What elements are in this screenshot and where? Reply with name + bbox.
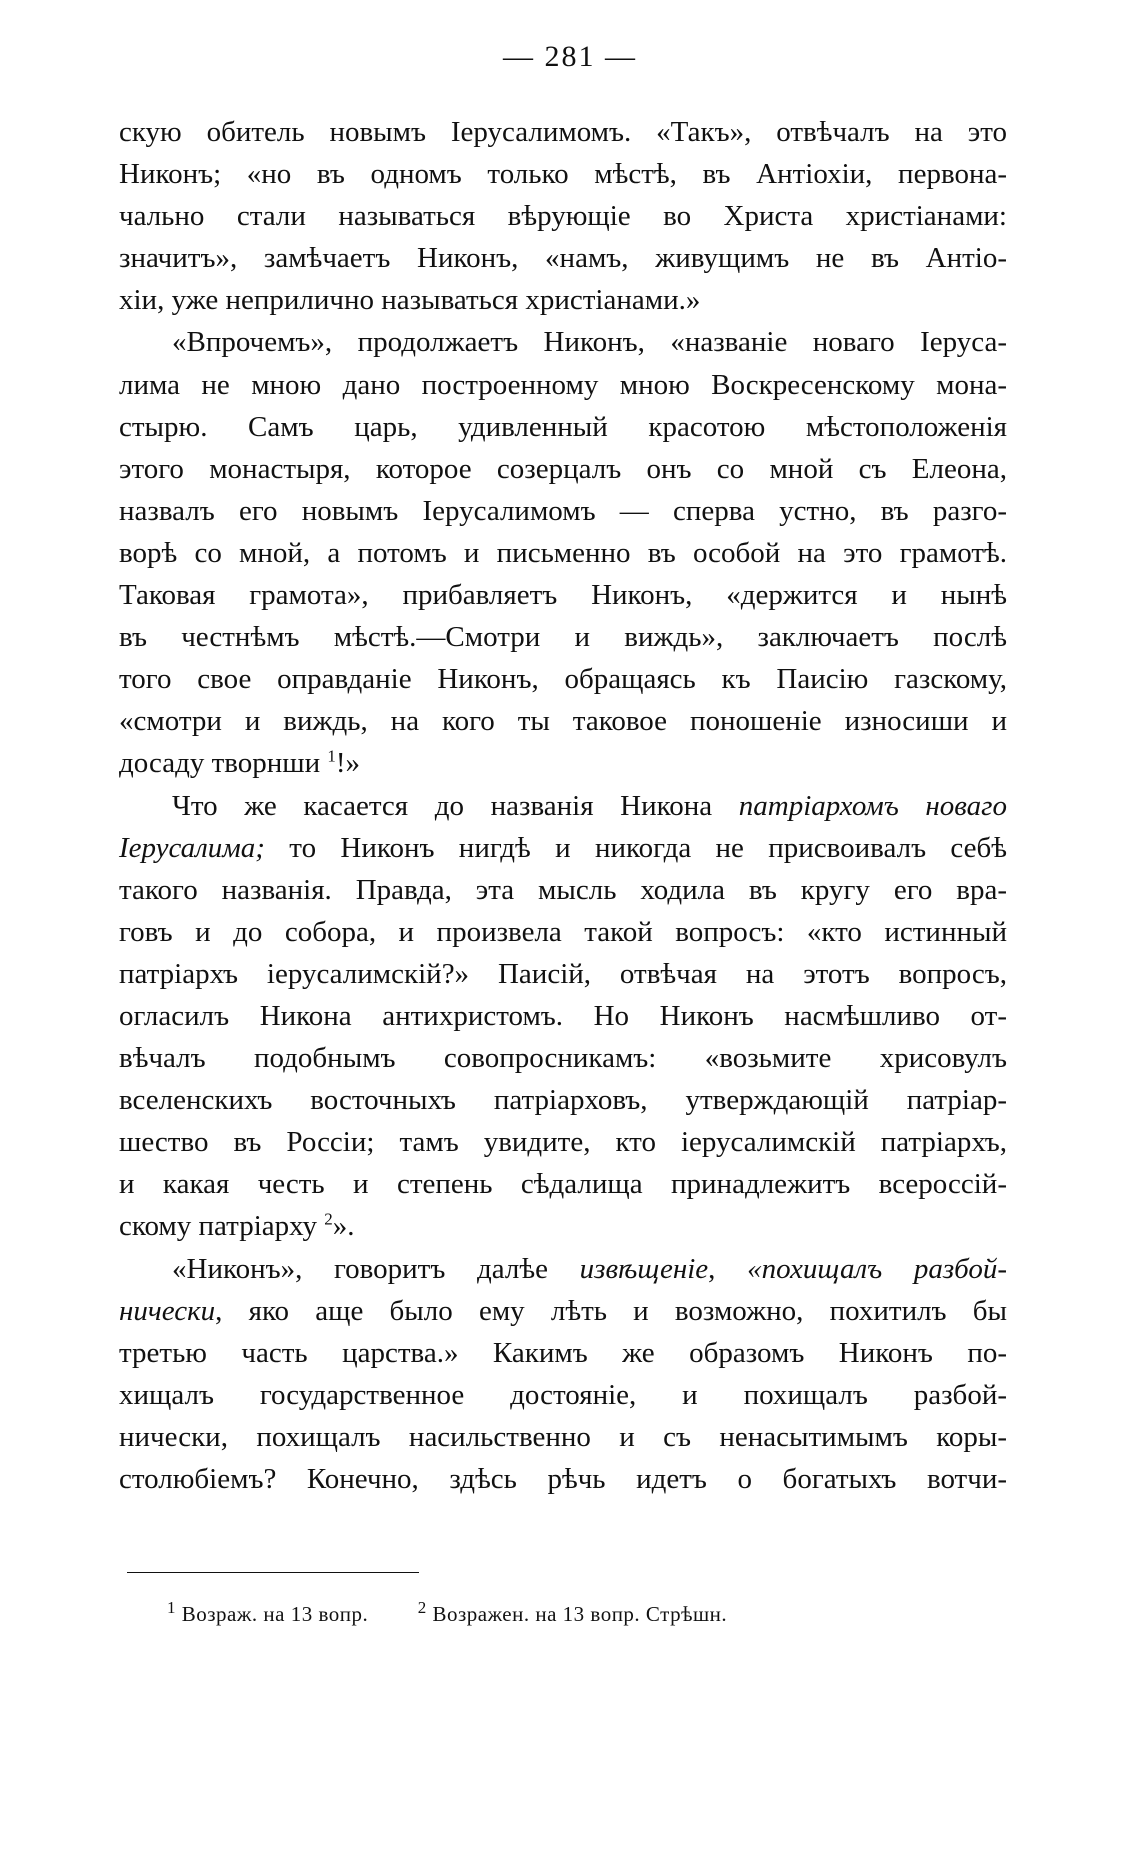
italic-phrase: «похищалъ разбой- [747,1252,1008,1285]
text-line [119,742,1007,784]
text-line: патріархъ іерусалимскій?» Паисій, отвѣчая на этотъ вопросъ, [119,957,1007,990]
text-line [119,1248,1007,1290]
text-segment: досаду творнши [119,747,321,780]
text-segment: , яко аще было ему лѣть и возможно, похитилъ бы [215,1294,1007,1327]
text-line: нически, похищалъ насильственно и съ ненасытимымъ коры- [119,1420,1007,1453]
footnote-divider [127,1572,419,1573]
footnote-marker: 1 [167,1598,176,1617]
text-line: въ честнѣмъ мѣстѣ.—Смотри и виждь», заключаетъ послѣ [119,621,1007,654]
text-line [119,1290,1007,1332]
text-line [119,785,1007,827]
footnote-2: Возражен. на 13 вопр. Стрѣшн. [432,1602,728,1626]
text-line: говъ и до собора, и произвела такой вопросъ: «кто истинный [119,915,1007,948]
page-number: — 281 — [503,40,637,73]
text-line: такого названія. Правда, эта мысль ходила въ кругу его вра- [119,873,1007,906]
text-line: Таковая грамота», прибавляетъ Никонъ, «держится и нынѣ [119,579,1007,612]
italic-phrase: Іерусалима; [119,831,265,864]
italic-phrase: нически [119,1294,216,1327]
text-line: «смотри и виждь, на кого ты таковое поношеніе износиши и [119,705,1007,738]
text-line: чально стали называться вѣрующіе во Христа христіанами: [119,200,1007,233]
footnote-marker: 2 [417,1598,427,1617]
footnote-1: Возраж. на 13 вопр. [181,1602,369,1626]
text-line: шество въ Россіи; тамъ увидите, кто іерусалимскій патріархъ, [119,1126,1007,1159]
text-segment: скому патріарху [119,1210,318,1243]
footnote-marker: 1 [327,746,336,766]
text-line: Никонъ; «но въ одномъ только мѣстѣ, въ Антіохіи, первона- [119,158,1007,191]
text-line: огласилъ Никона антихристомъ. Но Никонъ насмѣшливо от- [119,999,1007,1032]
footnotes [167,1598,728,1627]
text-line: вселенскихъ восточныхъ патріарховъ, утверждающій патріар- [119,1084,1007,1117]
text-line: ворѣ со мной, а потомъ и письменно въ особой на это грамотѣ. [119,536,1007,569]
text-line: и какая честь и степень сѣдалища принадлежитъ всероссій- [119,1168,1007,1201]
text-line: столюбіемъ? Конечно, здѣсь рѣчь идетъ о богатыхъ вотчи- [119,1463,1007,1495]
text-line [119,1205,1007,1247]
text-line: стырю. Самъ царь, удивленный красотою мѣстоположенія [119,410,1007,443]
text-segment: Что же касается до названія Никона [172,789,739,822]
italic-phrase: патріархомъ новаго [738,789,1007,822]
text-line: назвалъ его новымъ Іерусалимомъ — сперва устно, въ разго- [119,494,1007,527]
text-line: того свое оправданіе Никонъ, обращаясь къ Паисію газскому, [119,663,1007,696]
text-line: лима не мною дано построенному мною Воскресенскому мона- [119,368,1007,401]
text-segment: , [708,1252,748,1285]
text-line: «Впрочемъ», продолжаетъ Никонъ, «названіе новаго Іеруса- [172,326,1007,359]
text-segment: ». [332,1210,355,1243]
text-line: значитъ», замѣчаетъ Никонъ, «намъ, живущимъ не въ Антіо- [119,242,1007,275]
text-line: третью часть царства.» Какимъ же образомъ Никонъ по- [119,1336,1007,1369]
text-line: вѣчалъ подобнымъ совопросникамъ: «возьмите хрисовулъ [119,1042,1007,1075]
text-line: скую обитель новымъ Іерусалимомъ. «Такъ», отвѣчалъ на это [119,116,1007,148]
footnote-marker: 2 [324,1209,333,1229]
text-line: хіи, уже неприлично называться христіанами.» [119,284,701,317]
text-segment: !» [335,747,361,780]
text-segment: то Никонъ нигдѣ и никогда не присвоивалъ себѣ [264,831,1007,864]
text-line: хищалъ государственное достояніе, и похищалъ разбой- [119,1378,1007,1411]
text-line [119,827,1007,869]
text-segment: «Никонъ», говоритъ далѣе [172,1252,580,1285]
text-line: этого монастыря, которое созерцалъ онъ со мной съ Елеона, [119,452,1007,485]
italic-phrase: извѣщеніе [579,1252,709,1285]
main-text [119,111,1007,1500]
